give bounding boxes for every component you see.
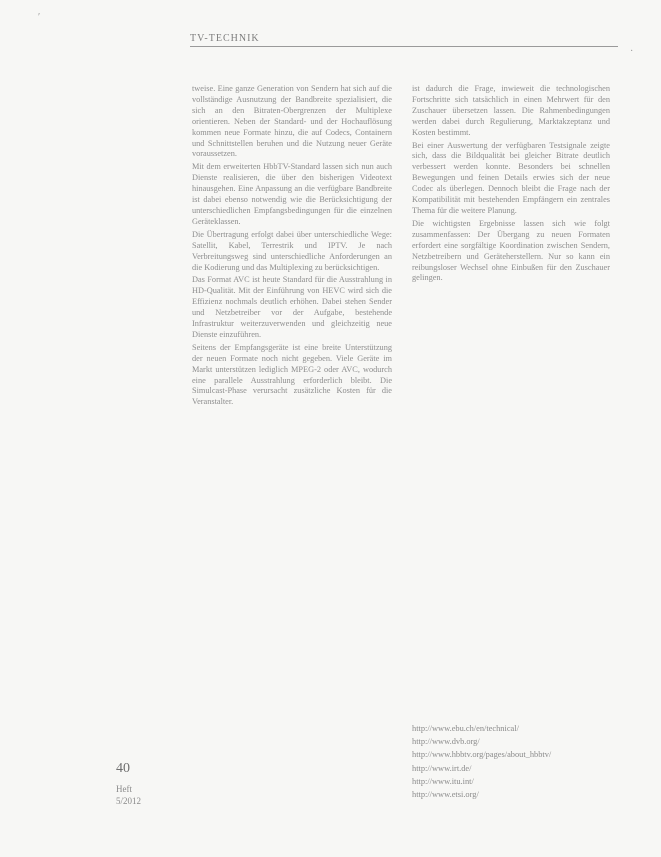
header-rule bbox=[190, 46, 618, 47]
link-item[interactable]: http://www.irt.de/ bbox=[412, 763, 472, 773]
link-item[interactable]: http://www.dvb.org/ bbox=[412, 737, 480, 747]
text-column-left bbox=[192, 84, 392, 410]
link-list bbox=[412, 722, 612, 801]
link-item[interactable]: http://www.ebu.ch/en/technical/ bbox=[412, 724, 519, 733]
paragraph: ist dadurch die Frage, inwieweit die technologischen Fortschritte sich tatsächlich in einen Mehrwert für den Zuschauer übersetzen lassen. Die Rahmenbedingungen werden dabei durch Regulierung, Marktakzeptanz und Kosten bestimmt. bbox=[412, 84, 610, 137]
paragraph: Das Format AVC ist heute Standard für die Ausstrahlung in HD-Qualität. Mit der Einführung von HEVC wird sich die Effizienz nochmals deutlich erhöhen. Dabei stehen Sender und Netzbetreiber vor der Aufgabe, bestehende Infrastruktur weiterzuverwenden und gleichzeitig neue Dienste einzuführen. bbox=[192, 275, 392, 339]
paragraph: Bei einer Auswertung der verfügbaren Testsignale zeigte sich, dass die Bildqualität bei gleicher Bitrate deutlich verbessert werden konnte. Besonders bei schnellen Bewegungen und feinen Details erwies sich der neue Codec als überlegen. Dennoch bleibt die Frage nach der Kompatibilität mit bestehenden Empfängern ein zentrales Thema für die weitere Planung. bbox=[412, 140, 610, 215]
paragraph: Die Übertragung erfolgt dabei über unterschiedliche Wege: Satellit, Kabel, Terrestrik und IPTV. Je nach Verbreitungsweg sind unterschiedliche Anforderungen an die Kodierung und das Multiplexing zu berücksichtigen. bbox=[192, 229, 392, 272]
paragraph: tweise. Eine ganze Generation von Sendern hat sich auf die vollständige Ausnutzung der Bandbreite spezialisiert, die sich an den Bitraten-Obergrenzen der Multiplexe orientieren. Neben der Standard- und der Hochauflösung kommen neue Formate hinzu, die auf Codecs, Containern und Schnittstellen beruhen und die Nutzung neuer Geräte voraussetzen. bbox=[192, 84, 392, 159]
paragraph: Die wichtigsten Ergebnisse lassen sich wie folgt zusammenfassen: Der Übergang zu neuen Formaten erfordert eine sorgfältige Koordination zwischen Sendern, Netzbetreibern und Geräteherstellern. Nur so kann ein reibungsloser Wechsel ohne Einbußen für den Zuschauer gelingen. bbox=[412, 218, 610, 283]
page-number: 40 bbox=[116, 761, 130, 776]
crop-mark: ′ bbox=[38, 12, 41, 23]
paragraph: Seitens der Empfangsgeräte ist eine breite Unterstützung der neuen Formate noch nicht gegeben. Viele Geräte im Markt unterstützen lediglich MPEG-2 oder AVC, wodurch eine parallele Ausstrahlung erforderlich bleibt. Die Simulcast-Phase verursacht zusätzliche Kosten für die Veranstalter. bbox=[192, 342, 392, 407]
issue-label-line: Heft bbox=[116, 784, 132, 794]
link-item[interactable]: http://www.etsi.org/ bbox=[412, 790, 479, 800]
running-head: TV-TECHNIK bbox=[190, 33, 260, 44]
issue-label bbox=[116, 783, 141, 807]
link-item[interactable]: http://www.itu.int/ bbox=[412, 776, 474, 786]
text-column-right bbox=[412, 84, 610, 286]
issue-label-line: 5/2012 bbox=[116, 796, 142, 806]
paragraph: Mit dem erweiterten HbbTV-Standard lassen sich nun auch Dienste realisieren, die über den bisherigen Videotext hinausgehen. Eine Anpassung an die verfügbare Bandbreite ist dabei ebenso notwendig wie die Berücksichtigung der unterschiedlichen Empfangsbedingungen für die einzelnen Geräteklassen. bbox=[192, 162, 392, 226]
crop-mark: · bbox=[630, 46, 634, 57]
link-item[interactable]: http://www.hbbtv.org/pages/about_hbbtv/ bbox=[412, 750, 552, 760]
